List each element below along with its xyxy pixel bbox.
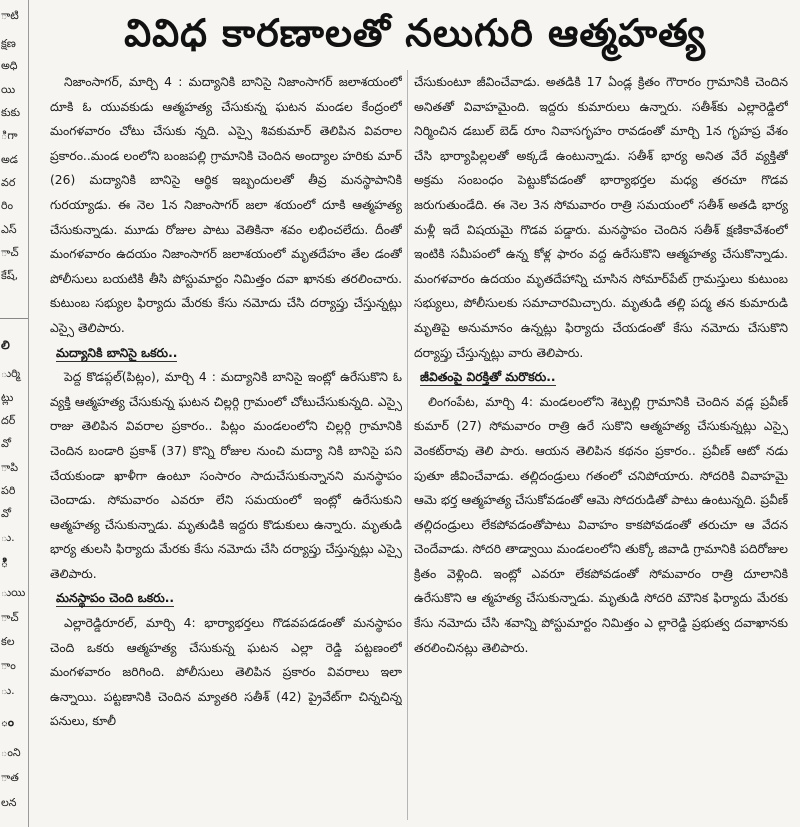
article-paragraph: నిజాంసాగర్, మార్చి 4 : మద్యానికి బానిసై నిజాంసాగర్ జలాశయంలో దూకి ఓ యువకుడు ఆత్మహత్య చేసుకున్న ఘటన మండల కేంద్రంలో మంగళవారం చోటు చేసుకు న్నది. ఎస్సై శివకుమార్ తెలిపిన వివరాల ప్రకారం..మండ లంలోని బంజపల్లి గ్రామానికి చెందిన అంద్యాల హరికు మార్ (26) మద్యానికి బానిసై ఆర్థిక ఇబ్బందులతో తీవ్ర మనస్థాపానికి గురయ్యాడు. ఈ నెల 1న నిజాంసాగర్ జలా శయంలో దూకి ఆత్మహత్య చేసుకున్నాడు. మూడు రోజుల పాటు వెతికినా శవం లభించలేదు. దీంతో మంగళవారం ఉదయం నిజాంసాగర్ జలాశయంలో మృతదేహం తేల డంతో పోలీసులు బయటికి తీసి పోస్టుమార్టం నిమిత్తం దవా ఖానకు తరలించారు. కుటుంబ సభ్యుల ఫిర్యాదు మేరకు కేసు నమోదు చేసి దర్యాప్తు చేస్తున్నట్లు ఎస్సై తెలిపారు. <box>50 75 402 335</box>
strip-text: కల <box>1 635 15 648</box>
strip-text: ు. <box>1 684 15 697</box>
strip-text: దర్ <box>1 414 16 427</box>
strip-text: లన <box>1 796 17 809</box>
strip-text: ాత <box>1 771 19 784</box>
strip-text: ుయి <box>1 586 26 599</box>
article-paragraph: చేసుకుంటూ జీవించేవాడు. అతడికి 17 ఏండ్ల క్రితం గౌరారం గ్రామానికి చెందిన అనితతో వివాహమైంది. ఇద్దరు కుమారులు ఉన్నారు. సతీశ్‌కు ఎల్లారెడ్డిలో నిర్మించిన డబుల్ బెడ్ రూం నివాసగృహం రావడంతో మార్చి 1న గృహప్ర వేశం చేసి భార్యాపిల్లలతో అక్కడే ఉంటున్నాడు. సతీశ్ భార్య అనిత వేరే వ్యక్తితో అక్రమ సంబంధం పెట్టుకోవడంతో భార్యాభర్తల మధ్య తరచూ గొడవ జరుగుతుండేది. ఈ నెల 3న సోమవారం రాత్రి సమయంలో సతీశ్ అతడి భార్య మళ్లీ ఇదే విషయమై గొడవ పడ్డారు. మనస్థాపం చెందిన సతీశ్ క్షణికావేశంలో ఇంటికి సమీపంలో ఉన్న కోళ్ల ఫారం వద్ద ఉరేసుకొని ఆత్మహత్య చేసుకొన్నాడు. మంగళవారం ఉదయం మృతదేహాన్ని చూసిన సోమార్‌పేట్ గ్రామస్తులు కుటుంబ సభ్యులు, పోలీసులకు సమాచారమిచ్చారు. మృతుడి తల్లి పద్మ తన కుమారుడి మృతిపై అనుమానం ఉన్నట్లు ఫిర్యాదు చేయడంతో కేసు నమోదు చేసుకొని దర్యాప్తు చేస్తున్నట్లు వారు తెలిపారు. <box>414 75 788 360</box>
strip-text: అధి <box>1 59 18 72</box>
column-divider <box>407 70 408 820</box>
subheading-text: జీవితంపై విరక్తితో మరొకరు.. <box>420 370 556 385</box>
strip-text: వర <box>1 176 16 189</box>
strip-text: ాపి <box>1 461 19 474</box>
strip-text: ి <box>1 556 8 570</box>
adjacent-article-fragment <box>0 0 29 827</box>
article-paragraph: ఎల్లారెడ్డిరూరల్, మార్చి 4: భార్యాభర్తలు గొడవపడడంతో మనస్థాపం చెంది ఒకరు ఆత్మహత్య చేసుకున్న ఘటన ఎల్లా రెడ్డి పట్టణంలో మంగళవారం జరిగింది. పోలీసులు తెలిపిన ప్రకారం వివరాలు ఇలా ఉన్నాయి. పట్టణానికి చెందిన మ్యాతరి సతీశ్ (42) ప్రైవేట్‌గా చిన్నచిన్న పనులు, కూలీ <box>50 616 402 729</box>
strip-text: ు. <box>1 531 15 544</box>
strip-text: ట్లు <box>1 391 14 404</box>
article-headline: వివిధ కారణాలతో నలుగురి ఆత్మహత్య <box>124 11 706 55</box>
strip-text: అడ <box>1 153 18 166</box>
strip-text: క్షణ <box>1 37 16 50</box>
article-paragraph: పెద్ద కొడప్గల్(పిట్లం), మార్చి 4 : మద్యానికి బానిసై ఇంట్లో ఉరేసుకొని ఓ వ్యక్తి ఆత్మహత్య చేసుకున్న ఘటన చిల్లర్గి గ్రామంలో చోటుచేసుకున్నది. ఎస్సై రాజు తెలిపిన వివరాల ప్రకారం.. పిట్లం మండలంలోని చిల్లర్గి గ్రామానికి చెందిన బండారి ప్రకాశ్ (37) కొన్ని రోజుల నుంచి మద్యా నికి బానిసై పని చేయకుండా ఖాళీగా ఉంటూ సంసారం సాదుచేసుకున్నానని మనస్థాపం చెందాడు. సోమవారం ఎవరూ లేని సమయంలో ఇంట్లో ఉరేసుకుని ఆత్మహత్య చేసుకున్నాడు. మృతుడికి ఇద్దరు కొడుకులు ఉన్నారు. మృతుడి భార్య తులసి ఫిర్యాదు మేరకు కేసు నమోదు చేసి దర్యాప్తు చేస్తున్నట్లు ఎస్సై తెలిపారు. <box>50 370 402 581</box>
article-paragraph: లింగంపేట, మార్చి 4: మండలంలోని శెట్పల్లి గ్రామానికి చెందిన వడ్ల ప్రవీణ్ కుమార్ (27) సోమవారం రాత్రి ఉరే సుకొని ఆత్మహత్య చేసుకున్నట్లు ఎస్సై వెంకట్‌రావు తెలి పారు. ఆయన తెలిపిన కథనం ప్రకారం.. ప్రవీణ్ ఆటో నడు పుతూ జీవించేవాడు. తల్లిదండ్రులు గతంలో చనిపోయారు. సోదరికి వివాహమై ఆమె భర్త ఆత్మహత్య చేసుకోవడంతో ఆమె సోదరుడితో పాటు ఉంటున్నది. ప్రవీణ్ తల్లిదండ్రులు లేకపోవడంతోపాటు వివాహం కాకపోవడంతో తరుచూ ఆ వేదన చెందేవాడు. సోదరి తాడ్వాయి మండలంలోని తుక్కో జివాడి గ్రామానికి పదిరోజుల క్రితం వెళ్లింది. ఇంట్లో ఎవరూ లేకపోవడంతో సోమవారం రాత్రి దూలానికి ఉరేసుకొని ఆ త్మహత్య చేసుకున్నాడు. మృతుడి సోదరి మౌనిక ఫిర్యాదు మేరకు కేసు నమోదు చేసి శవాన్ని పోస్టుమార్టం నిమిత్తం ఎ ల్లారెడ్డి ప్రభుత్వ దవాఖానకు తరలించినట్లు తెలిపారు. <box>414 394 788 655</box>
strip-text: ఎస్ <box>1 223 17 236</box>
subheading <box>50 341 402 366</box>
strip-text: పరి <box>1 484 16 497</box>
strip-text: ాచ్ <box>1 611 19 624</box>
strip-text: కేష్, <box>1 269 19 282</box>
strip-text: లి <box>1 338 10 352</box>
strip-text: కుకు <box>1 106 21 119</box>
strip-text: ం <box>1 715 15 729</box>
article-column-left <box>50 70 402 825</box>
strip-text: ాటి <box>1 9 19 22</box>
strip-text: ాం <box>1 659 16 672</box>
strip-divider <box>0 318 28 319</box>
strip-text: ిగా <box>1 129 18 142</box>
strip-text: యి <box>1 83 16 96</box>
strip-text: వో <box>1 507 11 520</box>
subheading-text: మద్యానికి బానిసై ఒకరు.. <box>56 345 178 360</box>
strip-text: ుర్మి <box>1 367 21 380</box>
subheading <box>414 365 788 390</box>
strip-text: ంని <box>1 746 21 759</box>
subheading <box>50 586 402 611</box>
strip-text: వో <box>1 437 11 450</box>
subheading-text: మనస్థాపం చెంది ఒకరు.. <box>56 591 175 606</box>
strip-text: ాచ్ <box>1 246 19 259</box>
article-column-right <box>414 70 788 825</box>
strip-text: రిం <box>1 199 14 212</box>
